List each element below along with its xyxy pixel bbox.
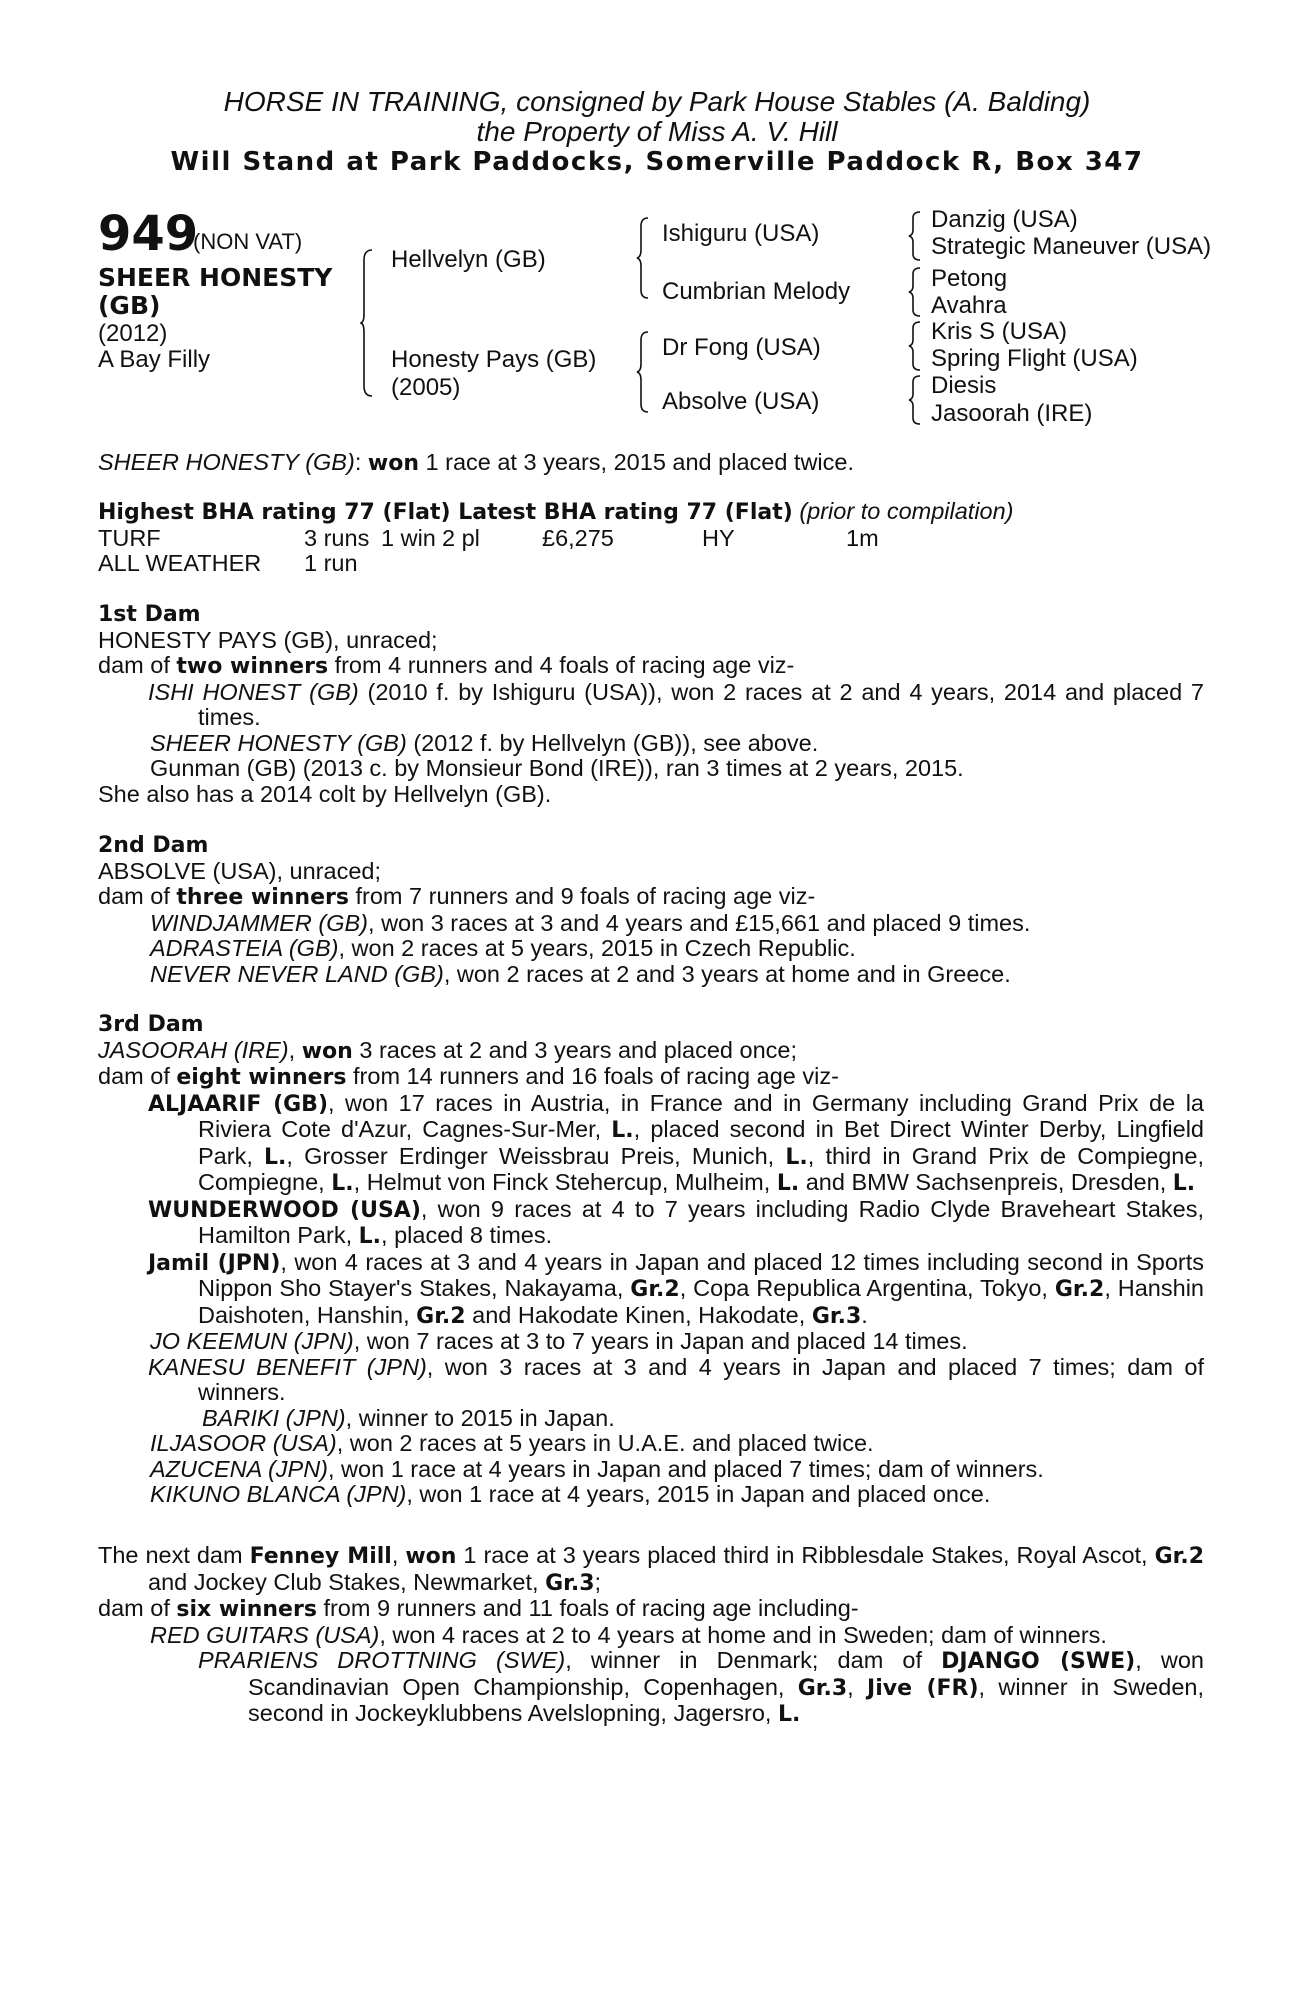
rating-note: (prior to compilation) <box>792 498 1014 524</box>
pedigree-brace-ggp-4 <box>908 374 924 426</box>
first-dam-section: 1st Dam HONESTY PAYS (GB), unraced; dam of two winners from 4 runners and 4 foals of racing age viz- ISHI HONEST (GB) (2010 f. by Ishiguru (USA)), won 2 races at 2 and 4 years, 2014 and placed 7 times. SHEER HONESTY (GB) (2012 f. by Hellvelyn (GB)), see above. Gunman (GB) (2013 c. by Monsieur Bond (IRE)), ran 3 times at 2 years, 2015. She also has a 2014 colt by Hellvelyn (GB). <box>98 602 1205 807</box>
pedigree-ggp: Strategic Maneuver (USA) <box>931 233 1212 260</box>
consignor-line: HORSE IN TRAINING, consigned by Park House Stables (A. Balding) <box>223 86 1091 117</box>
pedigree-dam-year: (2005) <box>391 374 461 401</box>
pedigree-ggp: Avahra <box>931 292 1007 319</box>
pedigree-brace-ggp-2 <box>908 266 924 318</box>
jamil-entry: Jamil (JPN), won 4 races at 3 and 4 years in Japan and placed 12 times including second in Sports Nippon Sho Stayer's Stakes, Nakayama, Gr.2, Copa Republica Argentina, Tokyo, Gr.2, Hanshin Daishoten, Hanshin, Gr.2 and Hakodate Kinen, Hakodate, Gr.3. <box>148 1248 1204 1329</box>
pedigree-sire-dam: Cumbrian Melody <box>662 278 851 305</box>
stable-location-line: Will Stand at Park Paddocks, Somerville Paddock R, Box 347 <box>170 147 1144 177</box>
rating-block <box>98 499 1204 577</box>
second-dam-section: 2nd Dam ABSOLVE (USA), unraced; dam of three winners from 7 runners and 9 foals of racing age viz- WINDJAMMER (GB), won 3 races at 3 and 4 years and £15,661 and placed 9 times. ADRASTEIA (GB), won 2 races at 5 years, 2015 in Czech Republic. NEVER NEVER LAND (GB), won 2 races at 2 and 3 years at home and in Greece. <box>98 833 1204 987</box>
race-summary: SHEER HONESTY (GB): won 1 race at 3 years, 2015 and placed twice. <box>98 449 854 476</box>
pedigree-ggp: Jasoorah (IRE) <box>931 400 1093 427</box>
vat-status: (NON VAT) <box>193 229 303 254</box>
lot-number: 949 <box>98 206 199 262</box>
record-all-weather: ALL WEATHER 1 run <box>98 550 358 576</box>
aljaarif-entry: ALJAARIF (GB), won 17 races in Austria, in France and in Germany including Grand Prix de la Riviera Cote d'Azur, Cagnes-Sur-Mer, L., placed second in Bet Direct Winter Derby, Lingfield Park, L., Grosser Erdinger Weissbrau Preis, Munich, L., third in Grand Prix de Compiegne, Compiegne, L., Helmut von Finck Stehercup, Mulheim, L. and BMW Sachsenpreis, Dresden, L. <box>148 1089 1205 1196</box>
pedigree-ggp: Danzig (USA) <box>931 206 1078 233</box>
pedigree-dam: Honesty Pays (GB) <box>391 346 597 373</box>
prariens-entry: PRARIENS DROTTNING (SWE), winner in Denmark; dam of DJANGO (SWE), won Scandinavian Open Championship, Copenhagen, Gr.3, Jive (FR), winner in Sweden, second in Jockeyklubbens Avelslopning, Jagersro, L. <box>198 1647 1204 1727</box>
pedigree-brace-ggp-1 <box>908 210 924 262</box>
pedigree-ggp: Diesis <box>931 372 997 399</box>
pedigree-ggp: Spring Flight (USA) <box>931 345 1138 372</box>
summary-horse-name: SHEER HONESTY (GB) <box>98 449 355 475</box>
bha-rating: Highest BHA rating 77 (Flat) Latest BHA rating 77 (Flat) <box>98 500 793 525</box>
pedigree-brace-ggp-3 <box>908 320 924 372</box>
pedigree-brace-dam <box>636 330 652 414</box>
pedigree-brace-sire <box>636 216 652 300</box>
pedigree-dam-dam: Absolve (USA) <box>662 388 820 415</box>
wunderwood-entry: WUNDERWOOD (USA), won 9 races at 4 to 7 years including Radio Clyde Braveheart Stakes, Hamilton Park, L., placed 8 times. <box>148 1195 1205 1249</box>
pedigree-brace-main <box>360 248 376 398</box>
third-dam-heading: 3rd Dam <box>98 1012 204 1037</box>
horse-description: A Bay Filly <box>98 346 211 373</box>
summary-won: won <box>367 451 419 476</box>
pedigree-ggp: Petong <box>931 265 1008 292</box>
pedigree-ggp: Kris S (USA) <box>931 318 1068 345</box>
pedigree-sire-sire: Ishiguru (USA) <box>662 220 820 247</box>
pedigree-sire: Hellvelyn (GB) <box>391 246 546 273</box>
pedigree-dam-sire: Dr Fong (USA) <box>662 334 821 361</box>
owner-line: the Property of Miss A. V. Hill <box>476 116 838 147</box>
second-dam-heading: 2nd Dam <box>98 833 209 858</box>
first-dam-heading: 1st Dam <box>98 602 201 627</box>
record-turf: TURF 3 runs 1 win 2 pl £6,275 HY 1m <box>98 524 879 551</box>
horse-name: SHEER HONESTY (GB) <box>98 263 333 320</box>
next-dam-section: The next dam Fenney Mill, won 1 race at 3 years placed third in Ribblesdale Stakes, Royal Ascot, Gr.2 and Jockey Club Stakes, Newmarket, Gr.3; dam of six winners from 9 runners and 11 foals of racing age including- RED GUITARS (USA), won 4 races at 2 to 4 years at home and in Sweden; dam of winners. PRARIENS DROTTNING (SWE), winner in Denmark; dam of DJANGO (SWE), won Scandinavian Open Championship, Copenhagen, Gr.3, Jive (FR), winner in Sweden, second in Jockeyklubbens Avelslopning, Jagersro, L. <box>98 1542 1205 1727</box>
horse-year: (2012) <box>98 320 168 347</box>
third-dam-section: 3rd Dam JASOORAH (IRE), won 3 races at 2 and 3 years and placed once; dam of eight winners from 14 runners and 16 foals of racing age viz- ALJAARIF (GB), won 17 races in Austria, in France and in Germany including Grand Prix de la Riviera Cote d'Azur, Cagnes-Sur-Mer, L., placed second in Bet Direct Winter Derby, Lingfield Park, L., Grosser Erdinger Weissbrau Preis, Munich, L., third in Grand Prix de Compiegne, Compiegne, L., Helmut von Finck Stehercup, Mulheim, L. and BMW Sachsenpreis, Dresden, L. WUNDERWOOD (USA), won 9 races at 4 to 7 years including Radio Clyde Braveheart Stakes, Hamilton Park, L., placed 8 times. Jamil (JPN), won 4 races at 3 and 4 years in Japan and placed 12 times including second in Sports Nippon Sho Stayer's Stakes, Nakayama, Gr.2, Copa Republica Argentina, Tokyo, Gr.2, Hanshin Daishoten, Hanshin, Gr.2 and Hakodate Kinen, Hakodate, Gr.3. JO KEEMUN (JPN), won 7 races at 3 to 7 years in Japan and placed 14 times. KANESU BENEFIT (JPN), won 3 races at 3 and 4 years in Japan and placed 7 times; dam of winners. BARIKI (JPN), winner to 2015 in Japan. ILJASOOR (USA), won 2 races at 5 years in U.A.E. and placed twice. AZUCENA (JPN), won 1 race at 4 years in Japan and placed 7 times; dam of winners. KIKUNO BLANCA (JPN), won 1 race at 4 years, 2015 in Japan and placed once. <box>98 1012 1205 1507</box>
